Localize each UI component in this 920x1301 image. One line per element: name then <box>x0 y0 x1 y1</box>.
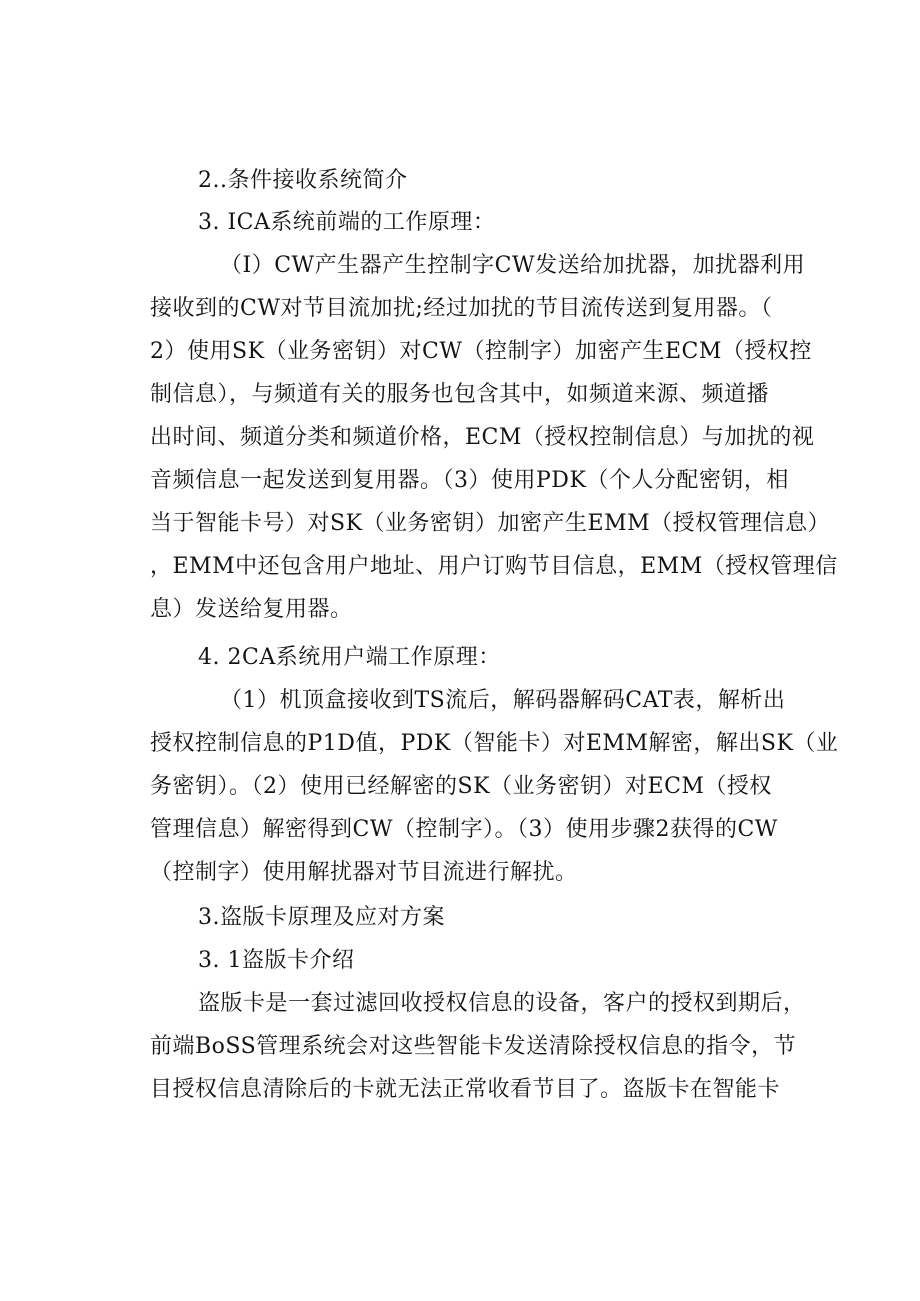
paragraph-line: 制信息），与频道有关的服务也包含其中，如频道来源、频道播 <box>150 382 770 407</box>
paragraph-line: 出时间、频道分类和频道价格，ECM（授权控制信息）与加扰的视 <box>150 425 815 450</box>
paragraph-line: 目授权信息清除后的卡就无法正常收看节目了。盗版卡在智能卡 <box>150 1077 781 1102</box>
heading-line: 3.盗版卡原理及应对方案 <box>198 905 445 930</box>
paragraph-line: （控制字）使用解扰器对节目流进行解扰。 <box>150 860 578 885</box>
paragraph-line: 前端BoSS管理系统会对这些智能卡发送清除授权信息的指令，节 <box>150 1034 797 1059</box>
paragraph-line: 授权控制信息的P1D值，PDK（智能卡）对EMM解密，解出SK（业 <box>150 731 839 756</box>
heading-line: 2..条件接收系统简介 <box>198 168 408 193</box>
paragraph-line: （1）机顶盒接收到TS流后，解码器解码CAT表，解析出 <box>220 688 786 713</box>
paragraph-line: 2）使用SK（业务密钥）对CW（控制字）加密产生ECM（授权控 <box>150 339 812 364</box>
paragraph-line: 当于智能卡号）对SK（业务密钥）加密产生EMM（授权管理信息） <box>150 511 831 536</box>
paragraph-line: 息）发送给复用器。 <box>150 597 353 622</box>
paragraph-line: 音频信息一起发送到复用器。（3）使用PDK（个人分配密钥，相 <box>150 468 789 493</box>
paragraph-line: 接收到的CW对节目流加扰;经过加扰的节目流传送到复用器。（ <box>150 296 773 321</box>
paragraph-line: 务密钥）。（2）使用已经解密的SK（业务密钥）对ECM（授权 <box>150 774 772 799</box>
paragraph-line: ，EMM中还包含用户地址、用户订购节目信息，EMM（授权管理信 <box>150 554 838 579</box>
heading-line: 3. 1盗版卡介绍 <box>198 948 355 973</box>
paragraph-line: 管理信息）解密得到CW（控制字）。（3）使用步骤2获得的CW <box>150 817 778 842</box>
heading-line: 3. ICA系统前端的工作原理： <box>198 210 496 235</box>
paragraph-line: 盗版卡是一套过滤回收授权信息的设备，客户的授权到期后， <box>198 991 806 1016</box>
heading-line: 4. 2CA系统用户端工作原理： <box>198 645 501 670</box>
paragraph-line: （I）CW产生器产生控制字CW发送给加扰器，加扰器利用 <box>220 253 806 278</box>
